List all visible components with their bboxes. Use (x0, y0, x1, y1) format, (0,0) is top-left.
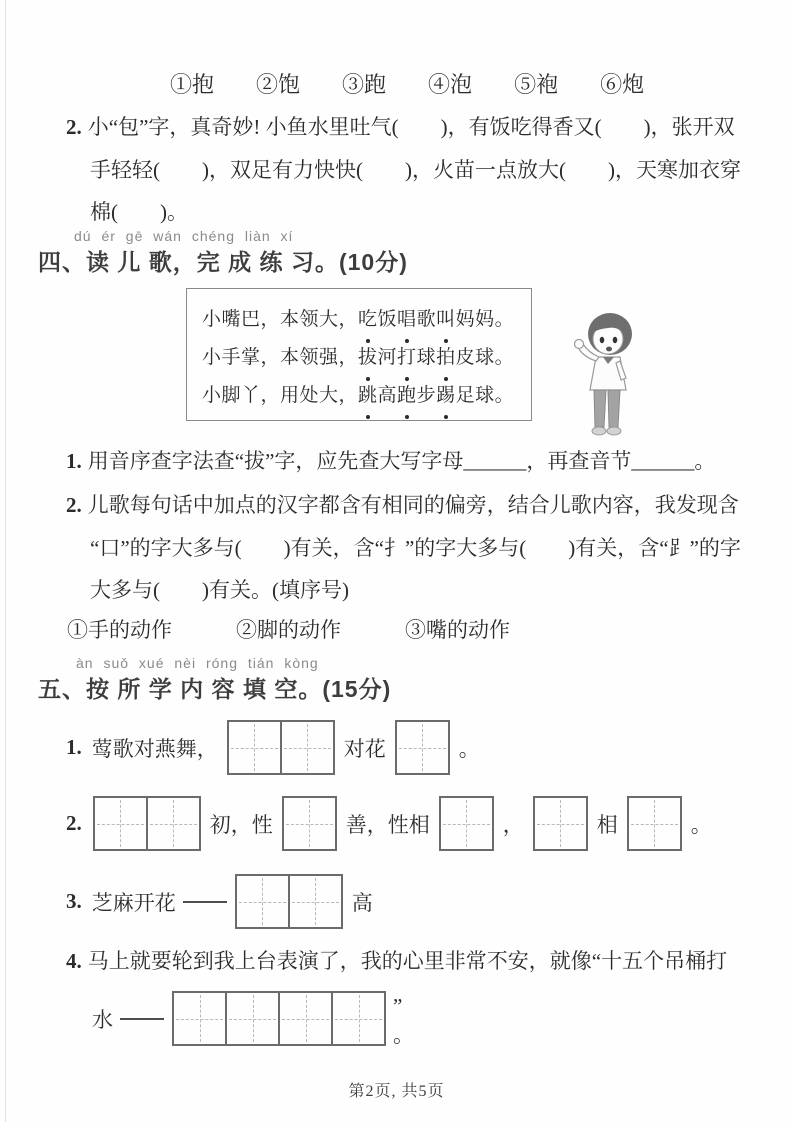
page-footer: 第2页, 共5页 (348, 1083, 445, 1100)
grid-cell[interactable] (146, 798, 199, 849)
word-option: ⑥炮 (600, 72, 645, 97)
dotted-character: 吃 (358, 301, 378, 339)
question-text: 手轻轻( )，双足有力快快( )，火苗一点放大( )，天寒加衣穿 (90, 158, 741, 182)
writing-grid[interactable] (93, 796, 201, 851)
row-text: 。 (690, 812, 712, 837)
rhyme-line: 小手掌，本领强，拔河打球拍皮球。 (202, 339, 531, 377)
word-bank-row (170, 68, 644, 99)
writing-grid[interactable] (627, 796, 682, 851)
word-option: ③跑 (342, 72, 387, 97)
page-edge-line (5, 0, 6, 1122)
section4-pinyin: dú ér gē wán chéng liàn xí (74, 228, 294, 244)
question-text: 棉( )。 (90, 200, 188, 224)
row-text: 高 (351, 890, 373, 915)
dotted-character: 叫 (436, 301, 456, 339)
question-text: 马上就要轮到我上台表演了，我的心里非常不安，就像“十五个吊桶打 (87, 949, 728, 973)
dotted-character: 跑 (397, 377, 417, 415)
row-text: 相 (596, 812, 618, 837)
waving-child-illustration (540, 287, 661, 468)
fill-blank-row-4 (88, 991, 414, 1046)
row-text: 水 (92, 1007, 113, 1032)
word-option: ⑤袍 (514, 72, 559, 97)
grid-cell[interactable] (280, 722, 333, 773)
row-text: 。 (458, 736, 480, 761)
question-text: 小“包”字，真奇妙! 小鱼水里吐气( )，有饭吃得香又( )，张开双 (87, 115, 735, 139)
dotted-character: 唱 (397, 301, 417, 339)
question-number: 3. (66, 889, 82, 913)
writing-grid[interactable] (395, 720, 450, 775)
dotted-character: 打 (397, 339, 417, 377)
writing-grid[interactable] (172, 991, 386, 1046)
grid-cell[interactable] (237, 876, 288, 927)
grid-cell[interactable] (441, 798, 492, 849)
fill-blank-row-2 (66, 796, 716, 851)
s4-q2-line-1 (66, 490, 739, 520)
grid-cell[interactable] (535, 798, 586, 849)
row-text: 芝麻开花 (91, 890, 176, 915)
word-option: ②饱 (256, 72, 301, 97)
word-option: ①抱 (170, 72, 215, 97)
dotted-character: 踢 (436, 377, 456, 415)
grid-cell[interactable] (225, 993, 278, 1044)
row-text: 初，性 (209, 812, 273, 837)
rhyme-line: 小脚丫，用处大，跳高跑步踢足球。 (202, 377, 531, 415)
question-number: 1. (66, 449, 82, 473)
child-sketch-icon (556, 305, 661, 445)
grid-cell[interactable] (397, 722, 448, 773)
grid-cell[interactable] (229, 722, 280, 773)
row-text: ， (502, 812, 524, 837)
question-number: 2. (66, 115, 82, 139)
grid-cell[interactable] (288, 876, 341, 927)
bao-question-line-2 (90, 155, 741, 185)
rhyme-line: 小嘴巴，本领大，吃饭唱歌叫妈妈。 (202, 301, 531, 339)
dash-line (183, 901, 227, 903)
row-text: 善，性相 (345, 812, 430, 837)
writing-grid[interactable] (533, 796, 588, 851)
question-number: 4. (66, 949, 82, 973)
s4-q1-line (66, 446, 715, 476)
question-text: 用音序查字法查“拔”字，应先查大写字母______，再查音节______。 (87, 449, 716, 473)
bao-question-line-1 (66, 112, 735, 142)
question-text: 儿歌每句话中加点的汉字都含有相同的偏旁，结合儿歌内容，我发现含 (87, 493, 739, 517)
dash-line (120, 1018, 164, 1020)
question-text: “口”的字大多与( )有关，含“扌”的字大多与( )有关，含“⻊”的字 (90, 536, 741, 560)
row-text: 莺歌对燕舞， (91, 736, 218, 761)
s5-q4-line-1 (66, 946, 727, 976)
writing-grid[interactable] (282, 796, 337, 851)
s4-q2-line-2 (90, 533, 741, 563)
dotted-character: 拍 (436, 339, 456, 377)
fill-blank-row-1 (66, 720, 484, 775)
rhyme-box (186, 288, 532, 421)
quote-period-stack: ” 。 (393, 993, 414, 1047)
grid-cell[interactable] (278, 993, 331, 1044)
section4-heading: 四、读 儿 歌，完 成 练 习。(10分) (38, 249, 408, 275)
dotted-character: 拔 (358, 339, 378, 377)
word-option: ④泡 (428, 72, 473, 97)
grid-cell[interactable] (95, 798, 146, 849)
grid-cell[interactable] (174, 993, 225, 1044)
question-number: 2. (66, 493, 82, 517)
s4-q2-line-3 (90, 575, 349, 605)
radical-option: ③嘴的动作 (405, 618, 510, 642)
fill-blank-row-3 (66, 874, 377, 929)
grid-cell[interactable] (629, 798, 680, 849)
question-number: 1. (66, 735, 82, 759)
question-number: 2. (66, 811, 82, 835)
section5-heading: 五、按 所 学 内 容 填 空。(15分) (38, 676, 392, 702)
section5-pinyin: àn suǒ xué nèi róng tián kòng (76, 655, 319, 671)
radical-option: ②脚的动作 (236, 618, 341, 642)
grid-cell[interactable] (331, 993, 384, 1044)
writing-grid[interactable] (235, 874, 343, 929)
row-text: 对花 (343, 736, 386, 761)
bao-question-line-3 (90, 197, 188, 227)
radical-options-row (67, 614, 510, 644)
question-text: 大多与( )有关。(填序号) (90, 578, 349, 602)
radical-option: ①手的动作 (67, 618, 172, 642)
grid-cell[interactable] (284, 798, 335, 849)
dotted-character: 跳 (358, 377, 378, 415)
writing-grid[interactable] (227, 720, 335, 775)
writing-grid[interactable] (439, 796, 494, 851)
